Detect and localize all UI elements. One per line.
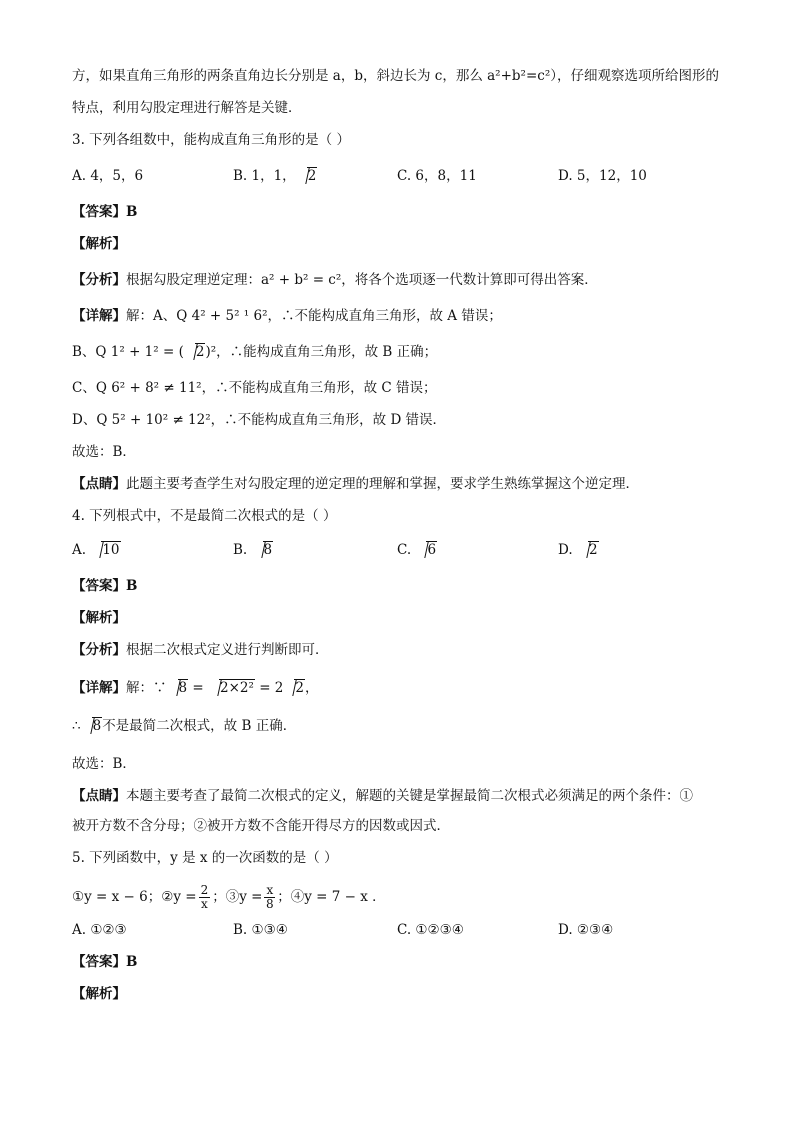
numerator: x <box>266 883 274 897</box>
q3-answer: 【答案】B <box>72 204 138 220</box>
detail-b-post: )²，∴能构成直角三角形，故 B 正确； <box>205 344 438 360</box>
q5-option-a: A. ①②③ <box>72 922 127 938</box>
radicand: 2×2² <box>220 680 254 696</box>
q5-option-b: B. ①③④ <box>233 922 288 938</box>
q3-analysis <box>72 270 598 290</box>
sqrt-symbol <box>254 540 274 560</box>
function-1-2: ①y = x − 6；②y = <box>72 889 197 905</box>
analysis-text: 根据勾股定理逆定理：a² + b² = c²，将各个选项逐一代数计算即可得出答案． <box>126 272 598 288</box>
detail-label: 【详解】 <box>72 680 126 696</box>
q3-choose: 故选：B． <box>72 444 136 460</box>
q3-jiexi-heading: 【解析】 <box>72 236 126 252</box>
q4-option-a <box>72 540 121 560</box>
detail-text: 解：A、Q 4² + 5² ¹ 6²，∴不能构成直角三角形，故 A 错误； <box>126 308 502 324</box>
radicand: 10 <box>102 542 120 558</box>
q3-detail-c: C、Q 6² + 8² ≠ 11²，∴不能构成直角三角形，故 C 错误； <box>72 380 437 396</box>
comment-text-1: 本题主要考查了最简二次根式的定义，解题的关键是掌握最简二次根式必须满足的两个条件：① <box>126 788 693 804</box>
comment-label: 【点睛】 <box>72 476 126 492</box>
q4-comment <box>72 786 693 806</box>
detail-label: 【详解】 <box>72 308 126 324</box>
sqrt-symbol <box>210 678 255 698</box>
detail-end: ， <box>304 680 319 696</box>
q5-functions <box>72 880 386 914</box>
q3-option-b-label: B. 1，1， <box>233 168 296 184</box>
q4-jiexi-heading: 【解析】 <box>72 610 126 626</box>
function-4: ；④y = 7 − x ． <box>277 889 386 905</box>
q4-option-c <box>397 540 437 560</box>
fraction <box>199 884 211 911</box>
q4-choose: 故选：B． <box>72 756 136 772</box>
equals: = <box>188 680 208 696</box>
sqrt-symbol <box>169 678 189 698</box>
numerator: 2 <box>200 883 209 897</box>
denominator: x <box>200 897 208 911</box>
sqrt-symbol <box>83 716 103 736</box>
radicand: 2 <box>195 344 205 360</box>
q4-analysis <box>72 640 329 660</box>
option-label: A. <box>72 542 87 558</box>
q3-option-c: C. 6，8，11 <box>397 168 477 184</box>
analysis-label: 【分析】 <box>72 642 126 658</box>
function-3: ；③y = <box>212 889 263 905</box>
q4-answer: 【答案】B <box>72 578 138 594</box>
q4-stem: 4. 下列根式中，不是最简二次根式的是（ ） <box>72 508 337 524</box>
intro-line-1: 方，如果直角三角形的两条直角边长分别是 a，b，斜边长为 c，那么 a²+b²=c²），仔细观察选项所给图形的 <box>72 68 719 84</box>
q3-comment <box>72 474 639 494</box>
therefore-symbol: ∴ <box>72 718 81 734</box>
sqrt-symbol <box>298 166 318 186</box>
comment-text: 此题主要考查学生对勾股定理的逆定理的理解和掌握，要求学生熟练掌握这个逆定理． <box>126 476 639 492</box>
intro-line-2: 特点，利用勾股定理进行解答是关键． <box>72 100 302 116</box>
option-label: C. <box>397 542 412 558</box>
q5-stem: 5. 下列函数中，y 是 x 的一次函数的是（ ） <box>72 850 338 866</box>
sqrt-symbol <box>92 540 120 560</box>
radicand: 8 <box>92 718 102 734</box>
q4-comment-line-2: 被开方数不含分母；②被开方数不含能开得尽方的因数或因式． <box>72 818 450 834</box>
detail-b-pre: B、Q 1² + 1² = ( <box>72 344 184 360</box>
sqrt-symbol <box>285 678 305 698</box>
q5-option-d: D. ②③④ <box>558 922 614 938</box>
q3-option-d: D. 5，12，10 <box>558 168 647 184</box>
detail-pre: 解：∵ <box>126 680 167 696</box>
q3-detail-a <box>72 306 502 326</box>
q5-jiexi-heading: 【解析】 <box>72 986 126 1002</box>
sqrt-symbol <box>579 540 599 560</box>
radicand: 2 <box>588 542 598 558</box>
q3-detail-d: D、Q 5² + 10² ≠ 12²，∴不能构成直角三角形，故 D 错误． <box>72 412 447 428</box>
q3-option-b <box>233 166 317 186</box>
conclusion-text: 不是最简二次根式，故 B 正确． <box>102 718 297 734</box>
radicand: 2 <box>295 680 304 696</box>
equals: = 2 <box>254 680 284 696</box>
analysis-label: 【分析】 <box>72 272 126 288</box>
analysis-text: 根据二次根式定义进行判断即可． <box>126 642 329 658</box>
sqrt-symbol <box>186 342 206 362</box>
radicand: 8 <box>263 542 273 558</box>
fraction <box>264 884 275 911</box>
q3-option-a: A. 4，5，6 <box>72 168 144 184</box>
q3-detail-b <box>72 342 437 362</box>
q4-detail <box>72 678 318 698</box>
denominator: 8 <box>266 897 274 911</box>
sqrt-symbol <box>417 540 437 560</box>
comment-label: 【点睛】 <box>72 788 126 804</box>
q4-option-b <box>233 540 273 560</box>
q5-option-c: C. ①②③④ <box>397 922 464 938</box>
option-label: D. <box>558 542 573 558</box>
q4-conclusion <box>72 716 296 736</box>
q5-answer: 【答案】B <box>72 954 138 970</box>
q4-option-d <box>558 540 599 560</box>
q3-stem: 3. 下列各组数中，能构成直角三角形的是（ ） <box>72 132 350 148</box>
radicand: 6 <box>427 542 437 558</box>
radicand: 8 <box>178 680 188 696</box>
radicand: 2 <box>307 168 317 184</box>
option-label: B. <box>233 542 248 558</box>
